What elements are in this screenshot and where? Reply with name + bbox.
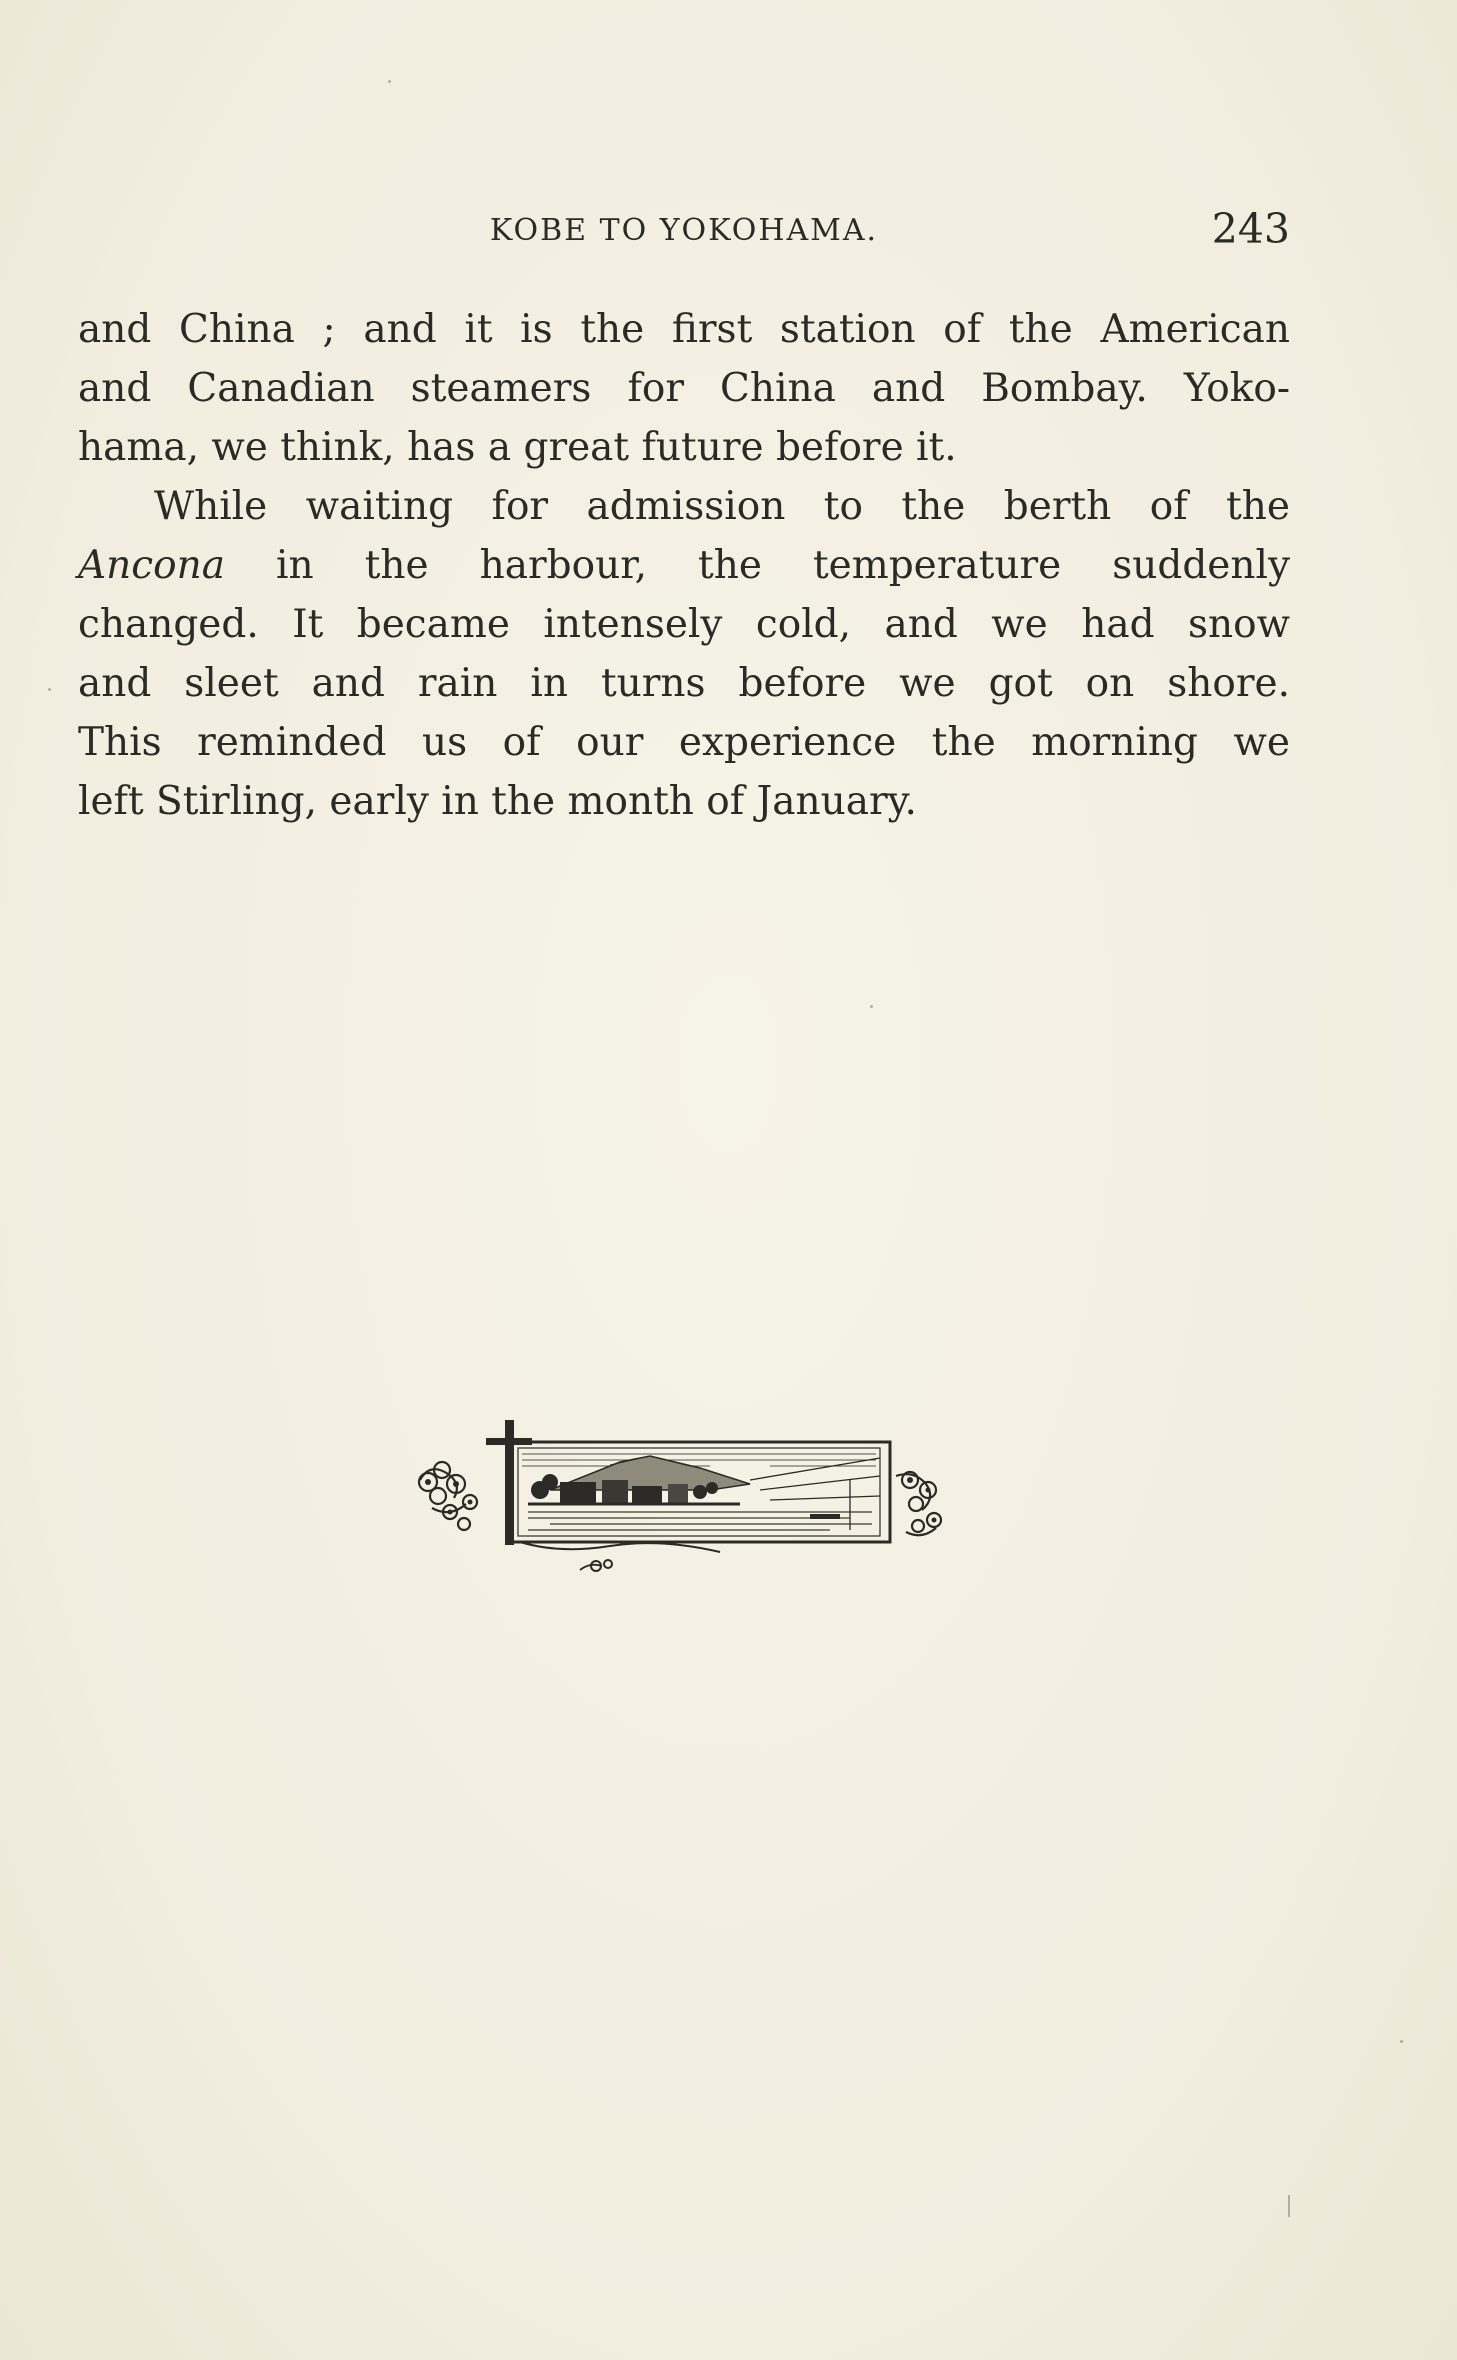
landscape-vignette xyxy=(410,1420,955,1585)
text-line: hama, we think, has a great future before it. xyxy=(78,425,957,470)
paper-speck xyxy=(1288,2195,1290,2217)
text-line: This reminded us of our experience the morning we xyxy=(78,720,1290,765)
body-text xyxy=(78,300,1290,831)
page-number: 243 xyxy=(1211,205,1290,253)
text-fragment: in the harbour, the temperature suddenly xyxy=(224,543,1290,588)
ship-name: Ancona xyxy=(78,543,225,588)
paper-speck xyxy=(48,688,51,691)
text-line: changed. It became intensely cold, and we had snow xyxy=(78,602,1290,647)
text-line: and China ; and it is the first station of the American xyxy=(78,307,1290,352)
paper-speck xyxy=(388,80,391,83)
paper-speck xyxy=(870,1005,873,1008)
running-head xyxy=(78,205,1290,255)
text-line xyxy=(78,536,1290,595)
text-line: While waiting for admission to the berth of the xyxy=(154,484,1290,529)
running-title: KOBE TO YOKOHAMA. xyxy=(489,213,879,248)
text-line: and sleet and rain in turns before we got on shore. xyxy=(78,661,1290,706)
text-line: and Canadian steamers for China and Bombay. Yoko- xyxy=(78,366,1290,411)
text-line: left Stirling, early in the month of January. xyxy=(78,779,917,824)
paper-speck xyxy=(1400,2040,1403,2043)
